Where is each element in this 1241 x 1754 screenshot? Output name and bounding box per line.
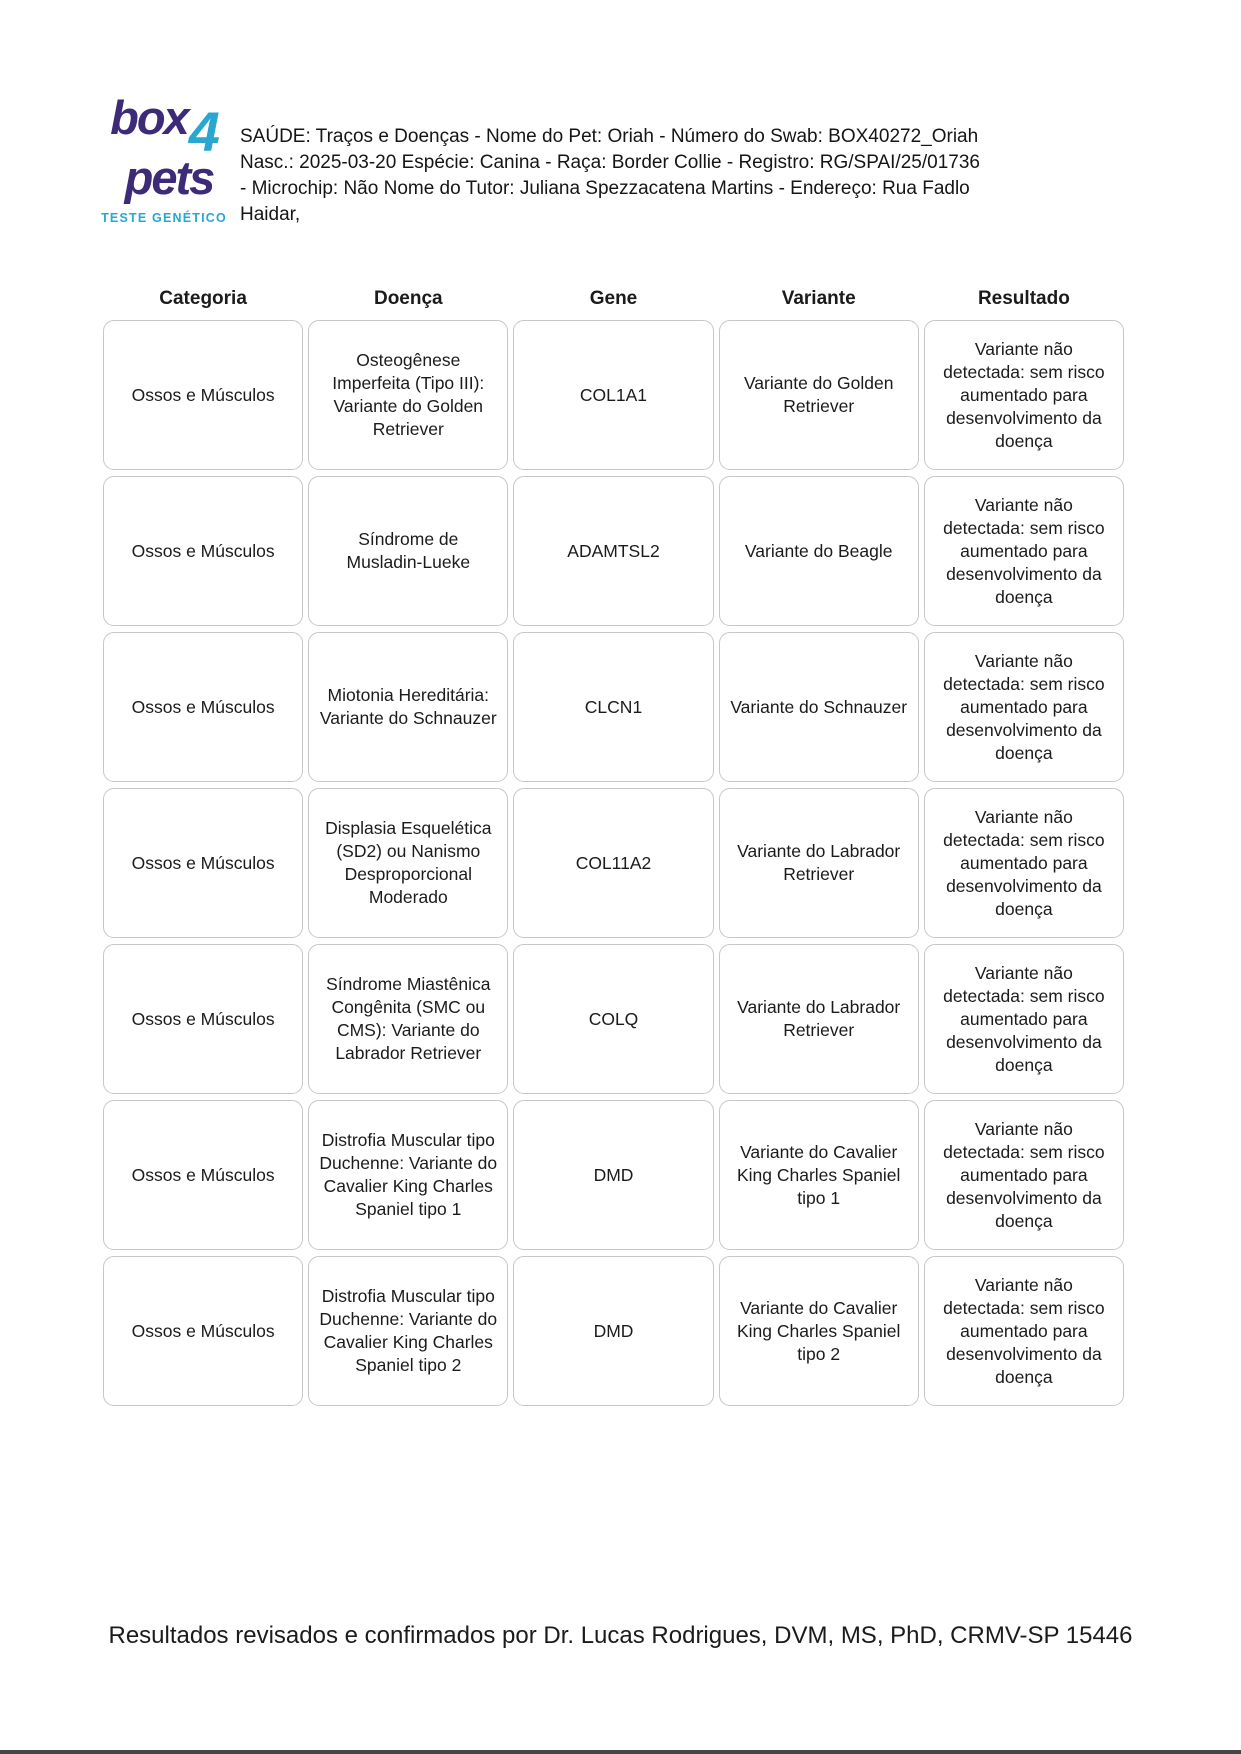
table-cell-resultado-row-7: Variante não detectada: sem risco aumentado para desenvolvimento da doença — [924, 1256, 1124, 1406]
table-cell-gene-row-5: COLQ — [513, 944, 713, 1094]
table-cell-gene-row-6: DMD — [513, 1100, 713, 1250]
table-cell-resultado-row-2: Variante não detectada: sem risco aumentado para desenvolvimento da doença — [924, 476, 1124, 626]
table-cell-variante-row-7: Variante do Cavalier King Charles Spaniel tipo 2 — [719, 1256, 919, 1406]
table-cell-resultado-row-5: Variante não detectada: sem risco aumentado para desenvolvimento da doença — [924, 944, 1124, 1094]
table-cell-variante-row-5: Variante do Labrador Retriever — [719, 944, 919, 1094]
table-cell-categoria-row-7: Ossos e Músculos — [103, 1256, 303, 1406]
table-cell-gene-row-1: COL1A1 — [513, 320, 713, 470]
logo-word-pets: pets — [124, 151, 214, 204]
table-cell-doenca-row-2: Síndrome de Musladin-Lueke — [308, 476, 508, 626]
table-cell-variante-row-6: Variante do Cavalier King Charles Spaniel tipo 1 — [719, 1100, 919, 1250]
table-cell-gene-row-3: CLCN1 — [513, 632, 713, 782]
table-cell-variante-row-3: Variante do Schnauzer — [719, 632, 919, 782]
column-header-variante: Variante — [781, 288, 856, 309]
box4pets-logo — [98, 91, 230, 225]
table-header-row — [103, 288, 1124, 310]
table-cell-gene-row-4: COL11A2 — [513, 788, 713, 938]
column-header-gene: Gene — [589, 288, 638, 309]
table-body — [103, 320, 1124, 1406]
table-cell-doenca-row-3: Miotonia Hereditária: Variante do Schnauzer — [308, 632, 508, 782]
table-cell-categoria-row-4: Ossos e Músculos — [103, 788, 303, 938]
table-cell-gene-row-7: DMD — [513, 1256, 713, 1406]
column-header-resultado: Resultado — [977, 288, 1070, 309]
reviewer-note: Resultados revisados e confirmados por Dr. Lucas Rodrigues, DVM, MS, PhD, CRMV-SP 15446 — [108, 1622, 1133, 1649]
table-cell-categoria-row-1: Ossos e Músculos — [103, 320, 303, 470]
logo-word-box: box — [110, 91, 188, 144]
results-table — [103, 288, 1124, 1406]
table-cell-doenca-row-1: Osteogênese Imperfeita (Tipo III): Variante do Golden Retriever — [308, 320, 508, 470]
table-cell-resultado-row-3: Variante não detectada: sem risco aumentado para desenvolvimento da doença — [924, 632, 1124, 782]
report-header-text: SAÚDE: Traços e Doenças - Nome do Pet: Oriah - Número do Swab: BOX40272_Oriah Nasc.: 2025-03-20 Espécie: Canina - Raça: Border Collie - Registro: RG/SPAI/25/01736 - Microchip: Não Nome do Tutor: Juliana Spezzacatena Martins - Endereço: Rua Fadlo Haidar, — [240, 126, 980, 225]
table-cell-resultado-row-1: Variante não detectada: sem risco aumentado para desenvolvimento da doença — [924, 320, 1124, 470]
table-cell-categoria-row-2: Ossos e Músculos — [103, 476, 303, 626]
table-cell-doenca-row-5: Síndrome Miastênica Congênita (SMC ou CMS): Variante do Labrador Retriever — [308, 944, 508, 1094]
page-bottom-edge — [0, 1750, 1241, 1754]
table-cell-variante-row-1: Variante do Golden Retriever — [719, 320, 919, 470]
column-header-doenca: Doença — [373, 288, 443, 309]
column-header-categoria: Categoria — [159, 288, 247, 309]
table-cell-resultado-row-4: Variante não detectada: sem risco aumentado para desenvolvimento da doença — [924, 788, 1124, 938]
logo-word-4: 4 — [188, 100, 218, 163]
table-cell-doenca-row-4: Displasia Esquelética (SD2) ou Nanismo Desproporcional Moderado — [308, 788, 508, 938]
table-cell-variante-row-2: Variante do Beagle — [719, 476, 919, 626]
table-cell-gene-row-2: ADAMTSL2 — [513, 476, 713, 626]
table-cell-variante-row-4: Variante do Labrador Retriever — [719, 788, 919, 938]
table-cell-doenca-row-6: Distrofia Muscular tipo Duchenne: Variante do Cavalier King Charles Spaniel tipo 1 — [308, 1100, 508, 1250]
table-cell-categoria-row-5: Ossos e Músculos — [103, 944, 303, 1094]
table-cell-categoria-row-3: Ossos e Músculos — [103, 632, 303, 782]
table-cell-doenca-row-7: Distrofia Muscular tipo Duchenne: Variante do Cavalier King Charles Spaniel tipo 2 — [308, 1256, 508, 1406]
table-cell-categoria-row-6: Ossos e Músculos — [103, 1100, 303, 1250]
table-cell-resultado-row-6: Variante não detectada: sem risco aumentado para desenvolvimento da doença — [924, 1100, 1124, 1250]
logo-tagline: TESTE GENÉTICO — [101, 211, 227, 225]
